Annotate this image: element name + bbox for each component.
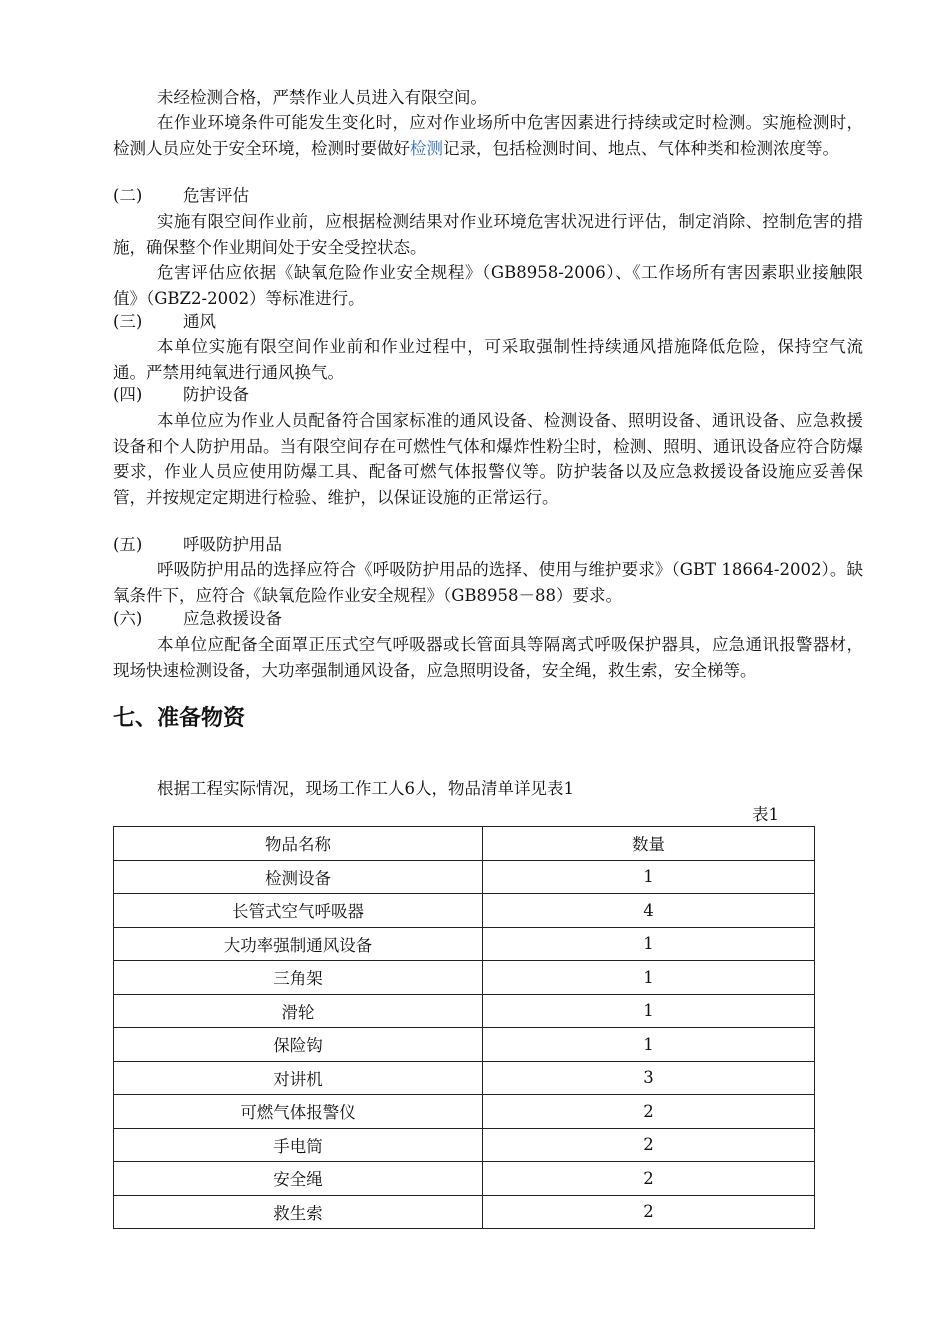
detection-link[interactable]: 检测 — [410, 138, 443, 158]
table-row — [114, 1095, 815, 1129]
column-header-quantity: 数量 — [483, 827, 815, 861]
paragraph-emergency-rescue: 本单位应配备全面罩正压式空气呼吸器或长管面具等隔离式呼吸保护器具，应急通讯报警器材，现场快速检测设备，大功率强制通风设备，应急照明设备，安全绳，救生索，安全梯等。 — [113, 635, 863, 680]
quantity-cell: 1 — [483, 1028, 815, 1062]
quantity-cell: 2 — [483, 1128, 815, 1162]
table-caption: 表1 — [752, 805, 779, 824]
quantity-cell: 3 — [483, 1061, 815, 1095]
quantity-cell: 1 — [483, 927, 815, 961]
paragraph-text: 在作业环境条件可能发生变化时，应对作业场所中危害因素进行持续或定时检测。实施检测时，检测人员应处于安全环境，检测时要做好 — [113, 113, 863, 158]
subheading-text: 呼吸防护用品 — [183, 535, 282, 554]
table-row — [114, 1128, 815, 1162]
item-name-cell: 检测设备 — [114, 860, 483, 894]
subheading-emergency-rescue — [113, 608, 282, 630]
item-name-cell: 三角架 — [114, 961, 483, 995]
section-title: 七、准备物资 — [113, 706, 246, 731]
table-row — [114, 1061, 815, 1095]
quantity-cell: 1 — [483, 994, 815, 1028]
subheading-ventilation — [113, 311, 216, 333]
paragraph-protective-equipment: 本单位应为作业人员配备符合国家标准的通风设备、检测设备、照明设备、通讯设备、应急救援设备和个人防护用品。当有限空间存在可燃性气体和爆炸性粉尘时，检测、照明、通讯设备应符合防爆要求，作业人员应使用防爆工具、配备可燃气体报警仪等。防护装备以及应急救援设备设施应妥善保管，并按规定定期进行检验、维护，以保证设施的正常运行。 — [113, 411, 863, 507]
subheading-respiratory-protection — [113, 534, 282, 556]
subheading-number: (六) — [113, 609, 143, 628]
quantity-cell: 4 — [483, 894, 815, 928]
subheading-hazard-assessment — [113, 185, 249, 207]
item-name-cell: 安全绳 — [114, 1162, 483, 1196]
paragraph-ventilation: 本单位实施有限空间作业前和作业过程中，可采取强制性持续通风措施降低危险，保持空气流通。严禁用纯氧进行通风换气。 — [113, 337, 863, 382]
table-row — [114, 860, 815, 894]
paragraph-text: 记录，包括检测时间、地点、气体种类和检测浓度等。 — [443, 138, 839, 158]
table-row — [114, 1162, 815, 1196]
item-name-cell: 滑轮 — [114, 994, 483, 1028]
quantity-cell: 2 — [483, 1195, 815, 1229]
table-row — [114, 1195, 815, 1229]
materials-table — [113, 826, 815, 1229]
item-name-cell: 保险钩 — [114, 1028, 483, 1062]
table-row — [114, 894, 815, 928]
table-row — [114, 961, 815, 995]
table-header-row — [114, 827, 815, 861]
quantity-cell: 2 — [483, 1095, 815, 1129]
item-name-cell: 可燃气体报警仪 — [114, 1095, 483, 1129]
subheading-number: (三) — [113, 312, 143, 331]
table-row — [114, 1028, 815, 1062]
column-header-item-name: 物品名称 — [114, 827, 483, 861]
paragraph-assessment: 实施有限空间作业前，应根据检测结果对作业环境危害状况进行评估，制定消除、控制危害的措施，确保整个作业期间处于安全受控状态。 — [113, 212, 863, 257]
quantity-cell: 2 — [483, 1162, 815, 1196]
paragraph-inspection-required: 未经检测合格，严禁作业人员进入有限空间。 — [157, 88, 487, 107]
subheading-text: 通风 — [183, 312, 216, 331]
section-intro: 根据工程实际情况，现场工作工人6人，物品清单详见表1 — [157, 779, 574, 798]
item-name-cell: 救生索 — [114, 1195, 483, 1229]
subheading-number: (四) — [113, 385, 143, 404]
quantity-cell: 1 — [483, 961, 815, 995]
item-name-cell: 大功率强制通风设备 — [114, 927, 483, 961]
table-row — [114, 927, 815, 961]
subheading-text: 危害评估 — [183, 186, 249, 205]
item-name-cell: 长管式空气呼吸器 — [114, 894, 483, 928]
paragraph-respiratory-protection: 呼吸防护用品的选择应符合《呼吸防护用品的选择、使用与维护要求》（GBT 18664-2002）。缺氧条件下，应符合《缺氧危险作业安全规程》（GB8958－88）要求。 — [113, 560, 863, 605]
subheading-number: (二) — [113, 186, 143, 205]
subheading-protective-equipment — [113, 384, 249, 406]
item-name-cell: 对讲机 — [114, 1061, 483, 1095]
quantity-cell: 1 — [483, 860, 815, 894]
subheading-text: 防护设备 — [183, 385, 249, 404]
subheading-number: (五) — [113, 535, 143, 554]
item-name-cell: 手电筒 — [114, 1128, 483, 1162]
paragraph-continuous-detection — [113, 110, 863, 161]
table-row — [114, 994, 815, 1028]
paragraph-assessment-standards: 危害评估应依据《缺氧危险作业安全规程》（GB8958-2006）、《工作场所有害因素职业接触限值》（GBZ2-2002）等标准进行。 — [113, 263, 863, 308]
subheading-text: 应急救援设备 — [183, 609, 282, 628]
